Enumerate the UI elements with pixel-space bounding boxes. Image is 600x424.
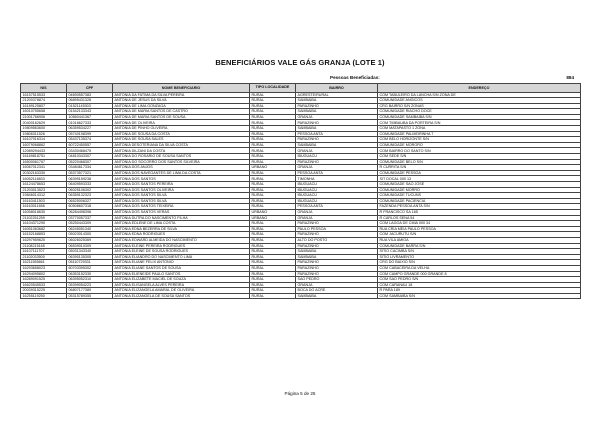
cell-nome: ANTONIA DE OLIVEIRA bbox=[113, 120, 250, 126]
cell-nis: 16052116833 bbox=[21, 176, 67, 182]
cell-nome: ANTONIA DOS SANTOS SILVA bbox=[113, 193, 250, 199]
cell-tipo-localidade: URBANO bbox=[250, 209, 296, 215]
cell-cpf: 05220468307 bbox=[67, 159, 113, 165]
cell-bairro: GRANJA bbox=[296, 114, 378, 120]
cell-endereco: SÍTIO CACIMBA S/N bbox=[378, 249, 581, 255]
cell-bairro: GRANJA bbox=[296, 148, 378, 154]
beneficiaries-table bbox=[20, 83, 581, 299]
cell-cpf: 01016627333 bbox=[67, 120, 113, 126]
cell-cpf: 06353152330 bbox=[67, 271, 113, 277]
cell-bairro: SAMBAIBA bbox=[296, 109, 378, 115]
cell-bairro: IBUGUACU bbox=[296, 198, 378, 204]
cell-endereco: COM SAMBAIBA S/N bbox=[378, 293, 581, 299]
cell-nome: ANTONIA DE MARIA SANTOS DE CASTRO bbox=[113, 109, 250, 115]
cell-nome: ANTONIA ELEINE PEREIRA RODRIGUES bbox=[113, 243, 250, 249]
beneficiaries-summary bbox=[20, 75, 580, 83]
document-title: BENEFICIÁRIOS VALE GÁS GRANJA (LOTE 1) bbox=[215, 58, 385, 67]
cell-tipo-localidade: RURAL bbox=[250, 126, 296, 132]
cell-bairro: PARAZINHO bbox=[296, 137, 378, 143]
cell-cpf: 60508607318 bbox=[67, 204, 113, 210]
cell-cpf: 01542133343 bbox=[67, 109, 113, 115]
cell-tipo-localidade: RURAL bbox=[250, 260, 296, 266]
cell-nis: 16058018630 bbox=[21, 209, 67, 215]
cell-nis: 20302163330 bbox=[21, 170, 67, 176]
cell-endereco: COM CABACEIRA DA VELHA bbox=[378, 265, 581, 271]
cell-cpf: 01521145303 bbox=[67, 103, 113, 109]
cell-tipo-localidade: RURAL bbox=[250, 243, 296, 249]
cell-tipo-localidade: RURAL bbox=[250, 249, 296, 255]
cell-cpf: 10560441367 bbox=[67, 114, 113, 120]
cell-cpf: 04690557383 bbox=[67, 92, 113, 98]
cell-endereco: COM JACURUTU S/N bbox=[378, 232, 581, 238]
cell-bairro: PARAZINHO bbox=[296, 243, 378, 249]
cell-tipo-localidade: RURAL bbox=[250, 92, 296, 98]
cell-nis: 16163011656 bbox=[21, 204, 67, 210]
cell-bairro: PARAZINHO bbox=[296, 120, 378, 126]
cell-bairro: ALTO DO POSTO bbox=[296, 237, 378, 243]
cell-nis: 16079068862 bbox=[21, 142, 67, 148]
cell-nome: ANTONIA DILZANI DA COSTA bbox=[113, 148, 250, 154]
cell-endereco: COMUNIDADE BELO S/N bbox=[378, 159, 581, 165]
cell-nome: ANTONIA DESOTERIANA DA SILVA COSTA bbox=[113, 142, 250, 148]
cell-tipo-localidade: RURAL bbox=[250, 109, 296, 115]
cell-cpf: 06409593333 bbox=[67, 182, 113, 188]
cell-nis: 16620545533 bbox=[21, 282, 67, 288]
cell-tipo-localidade: RURAL bbox=[250, 120, 296, 126]
cell-nome: ANTONIA DOS SANTOS PEREIRA bbox=[113, 182, 250, 188]
cell-nis: 19809563600 bbox=[21, 126, 67, 132]
cell-cpf: 06390135305 bbox=[67, 254, 113, 260]
cell-endereco: COM TIMBAUBA DA PORTEIRA S/N bbox=[378, 120, 581, 126]
cell-endereco: COM BELO HORIZONTE S/N bbox=[378, 137, 581, 143]
cell-endereco: COM CAMPO GRANDE 000 GRANDE 8 bbox=[378, 271, 581, 277]
cell-cpf: 05399054223 bbox=[67, 282, 113, 288]
cell-bairro: PARAZINHO bbox=[296, 159, 378, 165]
cell-bairro: SAMBAIBA bbox=[296, 142, 378, 148]
cell-nome: ANTONIA ELIANE FELIX ANTONIO bbox=[113, 260, 250, 266]
cell-cpf: 06026025369 bbox=[67, 237, 113, 243]
cell-bairro: TIMONHA bbox=[296, 176, 378, 182]
cell-tipo-localidade: RURAL bbox=[250, 271, 296, 277]
cell-endereco: R PARA 189 bbox=[378, 288, 581, 294]
cell-nome: ANTONIA DE SOUSA SALES bbox=[113, 137, 250, 143]
cell-bairro: PESSOA ANTA bbox=[296, 204, 378, 210]
cell-nome: ANTONIA DOS SANTOS bbox=[113, 176, 250, 182]
cell-cpf: 06539010309 bbox=[67, 243, 113, 249]
cell-nis: 16010755658 bbox=[21, 109, 67, 115]
cell-tipo-localidade: RURAL bbox=[250, 148, 296, 154]
cell-bairro: PARAZINHO bbox=[296, 265, 378, 271]
cell-nome: ANTONIA DO ROSARIO DE SOUSA SANTOS bbox=[113, 154, 250, 160]
cell-endereco: RUA CRIA MEIA PAULO PESSOA bbox=[378, 226, 581, 232]
cell-cpf: 04810343307 bbox=[67, 154, 113, 160]
cell-tipo-localidade: RURAL bbox=[250, 103, 296, 109]
cell-nome: ANTONIA DUTRA DO NASCIMENTO FILHA bbox=[113, 215, 250, 221]
cell-bairro: SAMBAIBA bbox=[296, 293, 378, 299]
cell-nome: ANTONIA DO SOCORRO DOS SANTOS SILVEIRA bbox=[113, 159, 250, 165]
cell-tipo-localidade: RURAL bbox=[250, 232, 296, 238]
cell-nome: ANTONIA DE JESUS DA SILVA bbox=[113, 98, 250, 104]
cell-cpf: 05110729331 bbox=[67, 260, 113, 266]
cell-nome: ANTONIA ELIENEIDE PAULO SANTOS bbox=[113, 271, 250, 277]
cell-bairro: GRANJA bbox=[296, 165, 378, 171]
column-header-endereco: ENDEREÇO bbox=[378, 84, 581, 93]
cell-bairro: PARAZINHO bbox=[296, 271, 378, 277]
cell-endereco: CRG BAIRRO S/N ZONAS bbox=[378, 103, 581, 109]
cell-cpf: 05373577321 bbox=[67, 170, 113, 176]
cell-nis: 16124478653 bbox=[21, 182, 67, 188]
cell-cpf: 06284498398 bbox=[67, 209, 113, 215]
cell-nome: ANTONIA DOS SANTOS OLIVEIRA bbox=[113, 187, 250, 193]
cell-tipo-localidade: RURAL bbox=[250, 187, 296, 193]
cell-endereco: COMUNIDADE BARRA S/N bbox=[378, 243, 581, 249]
cell-endereco: COMUNIDADE ANGICOS bbox=[378, 98, 581, 104]
cell-nis: 19846014312 bbox=[21, 193, 67, 199]
cell-nome: ANTONIA ELIZANGELA AMARAL DE OLIVEIRA bbox=[113, 288, 250, 294]
cell-endereco: CRG DO BAIXIO S/N bbox=[378, 260, 581, 266]
cell-nis: 16157515533 bbox=[21, 92, 67, 98]
cell-endereco: COM MATAPASTO 1 ZONA bbox=[378, 126, 581, 132]
cell-tipo-localidade: RURAL bbox=[250, 176, 296, 182]
cell-endereco: COMUNIDADE SAO JOSE bbox=[378, 182, 581, 188]
cell-endereco: COM SEDE S/N bbox=[378, 154, 581, 160]
cell-tipo-localidade: RURAL bbox=[250, 237, 296, 243]
cell-tipo-localidade: RURAL bbox=[250, 131, 296, 137]
cell-nis: 16169818751 bbox=[21, 154, 67, 160]
cell-tipo-localidade: RURAL bbox=[250, 265, 296, 271]
cell-tipo-localidade: RURAL bbox=[250, 182, 296, 188]
cell-nome: ANTONIA ELIANE SANTOS DE SOUSA bbox=[113, 265, 250, 271]
cell-nome: ANTONIA DOS SANTOS TEIXEIRA bbox=[113, 204, 250, 210]
cell-bairro: PESSOA ANTA bbox=[296, 131, 378, 137]
cell-nis: 21102033500 bbox=[21, 254, 67, 260]
cell-endereco: COM LAGOA DE CIMA 000 34 bbox=[378, 221, 581, 227]
cell-endereco: COMUNIDADE PACIENCIA bbox=[378, 198, 581, 204]
cell-cpf: 05437135374 bbox=[67, 137, 113, 143]
cell-bairro: AGRESTE/RURAL bbox=[296, 92, 378, 98]
cell-cpf: 05740198399 bbox=[67, 131, 113, 137]
cell-nome: ANTONIA ELIANDRO DO NASCIMENTO LIMA bbox=[113, 254, 250, 260]
cell-nis: 21108215165 bbox=[21, 243, 67, 249]
cell-nis: 16211555661 bbox=[21, 260, 67, 266]
cell-bairro: PARAZINHO bbox=[296, 103, 378, 109]
cell-bairro: BOCA DO ACRE bbox=[296, 288, 378, 294]
column-header-bairro: BAIRRO bbox=[296, 84, 378, 93]
cell-nis: 16500061767 bbox=[21, 159, 67, 165]
column-header-nis: NIS bbox=[21, 84, 67, 93]
cell-bairro: IBUGUACU bbox=[296, 182, 378, 188]
cell-bairro: IBUGUACU bbox=[296, 187, 378, 193]
cell-cpf: 06525006327 bbox=[67, 198, 113, 204]
cell-nome: ANTONIA EDNA BEZERRA DE SILVA bbox=[113, 226, 250, 232]
cell-nome: ANTONIA DE MARIA SANTOS DE SOUSA bbox=[113, 114, 250, 120]
cell-cpf: 05315789355 bbox=[67, 293, 113, 299]
cell-nis: 16189125807 bbox=[21, 103, 67, 109]
cell-nome: ANTONIA DA FATIMA DA SILVA PEREIRA bbox=[113, 92, 250, 98]
cell-endereco: R CURRITA S/N bbox=[378, 165, 581, 171]
cell-endereco: COM TABULEIRO DA LANCHA S/N ZONA DE bbox=[378, 92, 581, 98]
cell-nome: ANTONIA DOS ANJOS bbox=[113, 165, 250, 171]
cell-endereco: R CARLOS SENA 54 bbox=[378, 215, 581, 221]
cell-tipo-localidade: RURAL bbox=[250, 226, 296, 232]
cell-endereco: COMUNIDADE PESSOA bbox=[378, 170, 581, 176]
cell-nome: ANTONIA EDWARD ALMEIDA DO NASCIMENTO bbox=[113, 237, 250, 243]
cell-tipo-localidade: RURAL bbox=[250, 154, 296, 160]
cell-nis: 12089294433 bbox=[21, 148, 67, 154]
cell-bairro: SAMBAIBA bbox=[296, 126, 378, 132]
cell-nis: 21001766906 bbox=[21, 114, 67, 120]
cell-bairro: SAMBAIBA bbox=[296, 98, 378, 104]
beneficiaries-label: Pessoas Beneficiadas: bbox=[330, 75, 380, 80]
cell-nome: ANTONIA DOS SANTOS SILVA bbox=[113, 198, 250, 204]
cell-tipo-localidade: RURAL bbox=[250, 198, 296, 204]
column-header-nome: NOME BENEFICIARIO bbox=[113, 84, 250, 93]
cell-bairro: PARAZINHO bbox=[296, 221, 378, 227]
cell-cpf: 03484617334 bbox=[67, 165, 113, 171]
cell-tipo-localidade: URBANO bbox=[250, 215, 296, 221]
cell-cpf: 60722450557 bbox=[67, 142, 113, 148]
cell-nis: 21102251259 bbox=[21, 215, 67, 221]
cell-endereco: COM CARANAU 18 bbox=[378, 282, 581, 288]
cell-cpf: 06359534227 bbox=[67, 126, 113, 132]
cell-nis: 21200378874 bbox=[21, 98, 67, 104]
cell-endereco: COM BAIRRO DO SANTO S/N bbox=[378, 148, 581, 154]
column-header-tipo-localidade-label: TIPO LOCALIDADE bbox=[255, 84, 290, 89]
cell-nis: 19806311526 bbox=[21, 131, 67, 137]
cell-endereco: R FRANCISCO SA 165 bbox=[378, 209, 581, 215]
cell-tipo-localidade: RURAL bbox=[250, 288, 296, 294]
cell-bairro: SAO PEDRO bbox=[296, 277, 378, 283]
page-number: Página 5 de 25 bbox=[284, 391, 316, 396]
cell-cpf: 06399159238 bbox=[67, 176, 113, 182]
table-body bbox=[21, 92, 581, 299]
cell-tipo-localidade: RURAL bbox=[250, 170, 296, 176]
cell-tipo-localidade: RURAL bbox=[250, 137, 296, 143]
cell-tipo-localidade: RURAL bbox=[250, 277, 296, 283]
cell-nome: ANTONIA DOS SANTOS VERAS bbox=[113, 209, 250, 215]
cell-endereco: COMUNIDADE MORRO bbox=[378, 187, 581, 193]
cell-nome: ANTONIA DOS NAVEGANTES DE LIMA DA COSTA bbox=[113, 170, 250, 176]
cell-nome: ANTONIA ELIZABETE MACIEL DE SOUZA bbox=[113, 277, 250, 283]
cell-nome: ANTONIA ELIZANGELA DE SOUSA SANTOS bbox=[113, 293, 250, 299]
cell-nis: 16107111707 bbox=[21, 249, 67, 255]
cell-nome: ANTONIA ELEINE DE SOUSA RODRIGUES bbox=[113, 249, 250, 255]
cell-tipo-localidade: RURAL bbox=[250, 114, 296, 120]
cell-tipo-localidade: RURAL bbox=[250, 293, 296, 299]
cell-cpf: 06025106302 bbox=[67, 187, 113, 193]
cell-bairro: SAMBAIBA bbox=[296, 249, 378, 255]
cell-cpf: 06895431328 bbox=[67, 98, 113, 104]
cell-nis: 16163411503 bbox=[21, 198, 67, 204]
cell-nis: 16152168853 bbox=[21, 232, 67, 238]
cell-nis: 16289091525 bbox=[21, 277, 67, 283]
cell-endereco: COMUNIDADE SAMBAIBA S/N bbox=[378, 114, 581, 120]
cell-nis: 16051063682 bbox=[21, 226, 67, 232]
cell-endereco: SITIO LIVRAMENTO bbox=[378, 254, 581, 260]
cell-nis: 16104371290 bbox=[21, 221, 67, 227]
cell-endereco: COM SAO PEDRO S/N bbox=[378, 277, 581, 283]
cell-endereco: RUA VILA AMIGA bbox=[378, 237, 581, 243]
cell-cpf: 06245051340 bbox=[67, 226, 113, 232]
cell-endereco: FAZENDA PESSOA ANTA S/N bbox=[378, 204, 581, 210]
cell-tipo-localidade: RURAL bbox=[250, 282, 296, 288]
cell-nome: ANTONIA EDLENE DE LIMA COSTA bbox=[113, 221, 250, 227]
cell-cpf: 05031343340 bbox=[67, 249, 113, 255]
cell-nis: 16293658023 bbox=[21, 265, 67, 271]
cell-cpf: 06395052310 bbox=[67, 277, 113, 283]
cell-tipo-localidade: RURAL bbox=[250, 159, 296, 165]
cell-bairro: GRANJA bbox=[296, 209, 378, 215]
cell-bairro: GRANJA bbox=[296, 215, 378, 221]
table-header-row bbox=[21, 84, 581, 93]
cell-bairro: PARAZINHO bbox=[296, 232, 378, 238]
cell-tipo-localidade: URBANO bbox=[250, 165, 296, 171]
cell-endereco: COMUNIDADE PALMEIRINHA 7 bbox=[378, 131, 581, 137]
cell-cpf: 06807177389 bbox=[67, 288, 113, 294]
cell-cpf: 06359132323 bbox=[67, 193, 113, 199]
cell-nome: ANTONIA DE LIMA GONZAGA bbox=[113, 103, 250, 109]
cell-bairro: PESSOA ANTA bbox=[296, 170, 378, 176]
cell-tipo-localidade: RURAL bbox=[250, 204, 296, 210]
cell-nis: 20039315225 bbox=[21, 288, 67, 294]
cell-cpf: 03770057337 bbox=[67, 215, 113, 221]
cell-tipo-localidade: RURAL bbox=[250, 98, 296, 104]
cell-nome: ANTONIA DE SOUSA DA COSTA bbox=[113, 131, 250, 137]
cell-endereco: COMUNIDADE MORORO bbox=[378, 142, 581, 148]
cell-nis: 16107016314 bbox=[21, 137, 67, 143]
cell-nis: 16297959620 bbox=[21, 237, 67, 243]
cell-tipo-localidade: RURAL bbox=[250, 142, 296, 148]
cell-nome: ANTONIA ELISANGELA ALVES PEREIRA bbox=[113, 282, 250, 288]
cell-endereco: COMUNIDADE TUCUNS bbox=[378, 193, 581, 199]
cell-tipo-localidade: RURAL bbox=[250, 254, 296, 260]
cell-bairro: GRANJA bbox=[296, 282, 378, 288]
cell-tipo-localidade: RURAL bbox=[250, 193, 296, 199]
cell-nis: 21203013523 bbox=[21, 187, 67, 193]
column-header-cpf: CPF bbox=[67, 84, 113, 93]
cell-cpf: 05250443309 bbox=[67, 221, 113, 227]
cell-nome: ANTONIA DE PINHO OLIVEIRA bbox=[113, 126, 250, 132]
beneficiaries-count: 884 bbox=[566, 75, 574, 80]
column-header-tipo-localidade bbox=[250, 84, 296, 93]
cell-cpf: 05023014300 bbox=[67, 232, 113, 238]
cell-nis: 16294095802 bbox=[21, 271, 67, 277]
cell-bairro: IBUGUACU bbox=[296, 154, 378, 160]
cell-bairro: PAULO PESSOA bbox=[296, 226, 378, 232]
cell-nis: 16067012341 bbox=[21, 165, 67, 171]
cell-nis: 20400162629 bbox=[21, 120, 67, 126]
cell-nome: ANTONIA EDNA RODRIGUES bbox=[113, 232, 250, 238]
cell-bairro: SAMBAIBA bbox=[296, 254, 378, 260]
table-row bbox=[21, 293, 581, 299]
cell-cpf: 60703395302 bbox=[67, 265, 113, 271]
cell-nis: 16255119250 bbox=[21, 293, 67, 299]
cell-tipo-localidade: RURAL bbox=[250, 221, 296, 227]
cell-bairro: PARAZINHO bbox=[296, 260, 378, 266]
cell-cpf: 03430468475 bbox=[67, 148, 113, 154]
cell-endereco: SIT DOCAL 000 13 bbox=[378, 176, 581, 182]
cell-bairro: IBUGUACU bbox=[296, 193, 378, 199]
cell-endereco: COMUNIDADE RIACHO DOCE bbox=[378, 109, 581, 115]
